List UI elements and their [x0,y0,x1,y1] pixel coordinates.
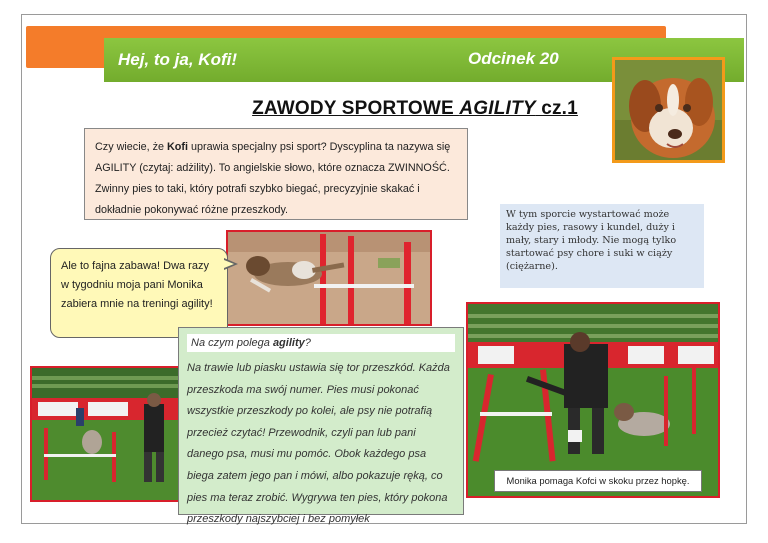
dog-portrait-photo [612,57,725,163]
photo-caption [494,470,702,492]
title-agility: AGILITY [459,98,536,119]
kofi-speech-bubble [50,248,228,338]
agility-heading-text: Na czym polega [191,337,273,349]
agility-info-box [178,327,464,526]
main-title [240,98,590,120]
agility-heading [187,334,455,352]
title-part1: ZAWODY SPORTOWE [252,98,460,119]
training-right-image [468,304,718,496]
intro-text-box [84,128,468,220]
agility-heading-mark: ? [304,337,311,349]
speech-text: Ale to fajna zabawa! Dwa razy w tygodniu moja pani Monika zabiera mnie na treningi agility! [61,260,213,310]
agility-body-text: Na trawie lub piasku ustawia się tor przeszkód. Każda przeszkoda ma swój numer. Pies musi pokonać wszystkie przeszkody po kolei, ale psy nie potrafią przecież czytać! Przewodnik, czyli pan lub pani danego psa, musi mu pomóc. Obok każdego psa biega zatem jego pan i mówi, albo pokazuje ręką, co pies ma teraz zrobić. Wygrywa ten pies, który pokona przeszkody najszybciej i bez pomyłek [187,362,450,526]
caption-text: Monika pomaga Kofci w skoku przez hopkę. [506,475,690,486]
intro-text-2: uprawia specjalny psi sport? Dyscyplina ta nazywa się AGILITY (czytaj: adżility). To angielskie słowo, które oznacza ZWINNOŚĆ. Zwinny pies to taki, który potrafi szybko biegać, precyzyjnie skakać i dokładnie pokonywać różne przeszkody. [95,141,451,216]
training-photo-right [466,302,720,498]
speech-bubble-tail-fill [224,260,234,268]
jumping-dog-image [228,232,430,324]
rules-text: W tym sporcie wystartować może każdy pies, rasowy i kundel, duży i mały, stary i młody. Nie mogą tylko startować psy chore i suki w ciąży (ciężarne). [506,209,677,272]
intro-kofi-bold: Kofi [167,141,188,153]
jumping-dog-photo [226,230,432,326]
header-title: Hej, to ja, Kofi! [118,50,237,69]
dog-portrait-image [615,60,722,160]
agility-heading-bold: agility [272,337,305,349]
title-part3: cz.1 [535,98,578,119]
rules-text-box [500,204,704,288]
training-photo-left [30,366,180,502]
episode-label: Odcinek 20 [468,49,559,68]
training-left-image [32,368,178,500]
intro-text-1: Czy wiecie, że [95,141,167,153]
